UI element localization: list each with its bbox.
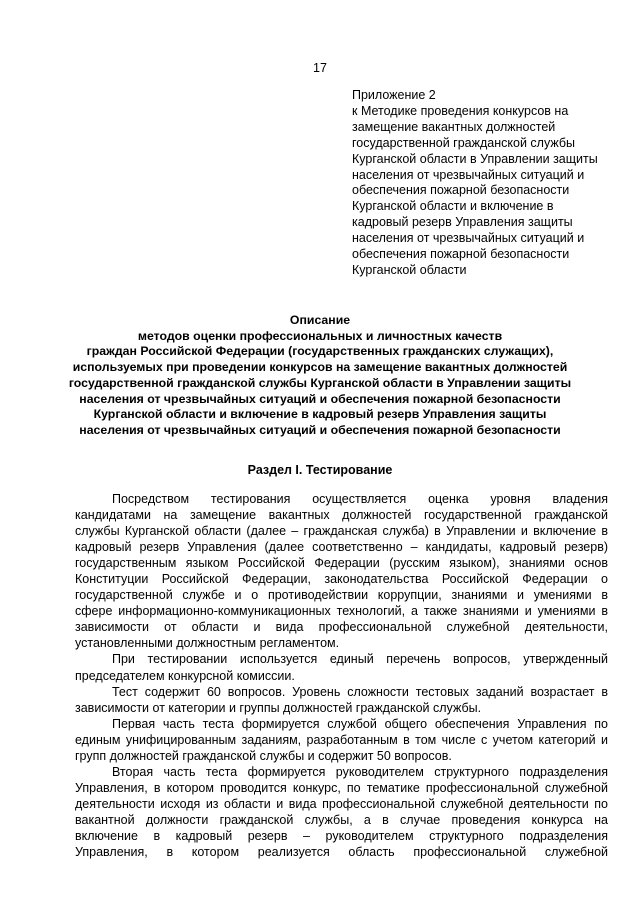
body-line: единым унифицированным заданиям, разработанным в том числе с учетом категорий и — [75, 732, 608, 747]
body-line: деятельности исходя из области и вида профессиональной служебной деятельности по — [75, 796, 608, 811]
body-line: Управления, в котором реализуется область профессиональной служебной — [75, 845, 608, 860]
title-line: населения от чрезвычайных ситуаций и обеспечения пожарной безопасности — [79, 391, 561, 406]
appendix-line: Курганской области и включение в — [352, 199, 554, 214]
appendix-line: замещение вакантных должностей — [352, 119, 556, 134]
appendix-line: Курганской области в Управлении защиты — [352, 151, 598, 166]
title-line: населения от чрезвычайных ситуаций и обеспечения пожарной безопасности — [79, 422, 561, 437]
body-line: Посредством тестирования осуществляется оценка уровня владения — [112, 492, 608, 506]
body-line: председателем конкурсной комиссии. — [75, 668, 295, 683]
appendix-line: к Методике проведения конкурсов на — [352, 103, 569, 118]
appendix-line: кадровый резерв Управления защиты — [352, 215, 573, 230]
document-title — [0, 313, 640, 439]
appendix-line: населения от чрезвычайных ситуаций и — [352, 231, 585, 246]
body-line: Вторая часть теста формируется руководителем структурного подразделения — [112, 764, 608, 779]
appendix-header — [352, 88, 632, 279]
appendix-line: обеспечения пожарной безопасности — [352, 247, 570, 262]
body-line: При тестировании используется единый перечень вопросов, утвержденный — [112, 652, 608, 667]
body-line: Конституции Российской Федерации, законодательства Российской Федерации о — [75, 572, 608, 587]
body-line: вакантной должности гражданской службы, а в случае проведения конкурса на — [75, 812, 608, 827]
title-line: Курганской области и включение в кадровый резерв Управления защиты — [93, 407, 547, 422]
appendix-line: Курганской области — [352, 262, 467, 277]
section-heading: Раздел I. Тестирование — [247, 463, 393, 477]
body-line: зависимости от области и вида профессиональной служебной деятельности, — [75, 620, 608, 635]
body-line: кандидатами на замещение вакантных должностей государственной гражданской — [75, 508, 608, 523]
body-line: службы Курганской области (далее – гражданская служба) в Управлении и включение в — [75, 524, 608, 539]
title-line: Описание — [289, 313, 351, 327]
appendix-line: обеспечения пожарной безопасности — [352, 183, 570, 198]
title-line: государственной гражданской службы Курганской области в Управлении защиты — [68, 375, 572, 390]
appendix-line: государственной гражданской службы — [352, 135, 575, 150]
body-line: сфере информационно-коммуникационных технологий, а также знаниями и умениями в — [75, 604, 608, 619]
body-line: Первая часть теста формируется службой общего обеспечения Управления по — [112, 716, 608, 731]
body-line: Управления, в котором проводится конкурс, по тематике профессиональной служебной — [75, 780, 608, 795]
title-line: граждан Российской Федерации (государственных гражданских служащих), — [86, 344, 554, 359]
page-number: 17 — [313, 61, 327, 75]
title-line: методов оценки профессиональных и личностных качеств — [137, 328, 503, 343]
body-line: включение в кадровый резерв – руководителем структурного подразделения — [75, 828, 608, 843]
body-line: государственной службе и о противодействии коррупции, знаниями и умениями в — [75, 588, 608, 603]
body-text — [75, 491, 608, 860]
body-line: государственным языком Российской Федерации (русским языком), знаниями основ — [75, 556, 608, 571]
body-line: кадровый резерв Управления (далее соответственно – кандидаты, кадровый резерв) — [75, 540, 608, 555]
title-line: используемых при проведении конкурсов на замещение вакантных должностей — [72, 360, 568, 375]
body-line: Тест содержит 60 вопросов. Уровень сложности тестовых заданий возрастает в — [112, 684, 608, 699]
body-line: зависимости от категории и группы должностей гражданской службы. — [75, 700, 482, 715]
body-line: групп должностей гражданской службы и содержит 50 вопросов. — [75, 748, 452, 763]
appendix-line: населения от чрезвычайных ситуаций и — [352, 167, 585, 182]
body-line: установленными должностным регламентом. — [75, 636, 340, 651]
appendix-line: Приложение 2 — [352, 88, 436, 102]
